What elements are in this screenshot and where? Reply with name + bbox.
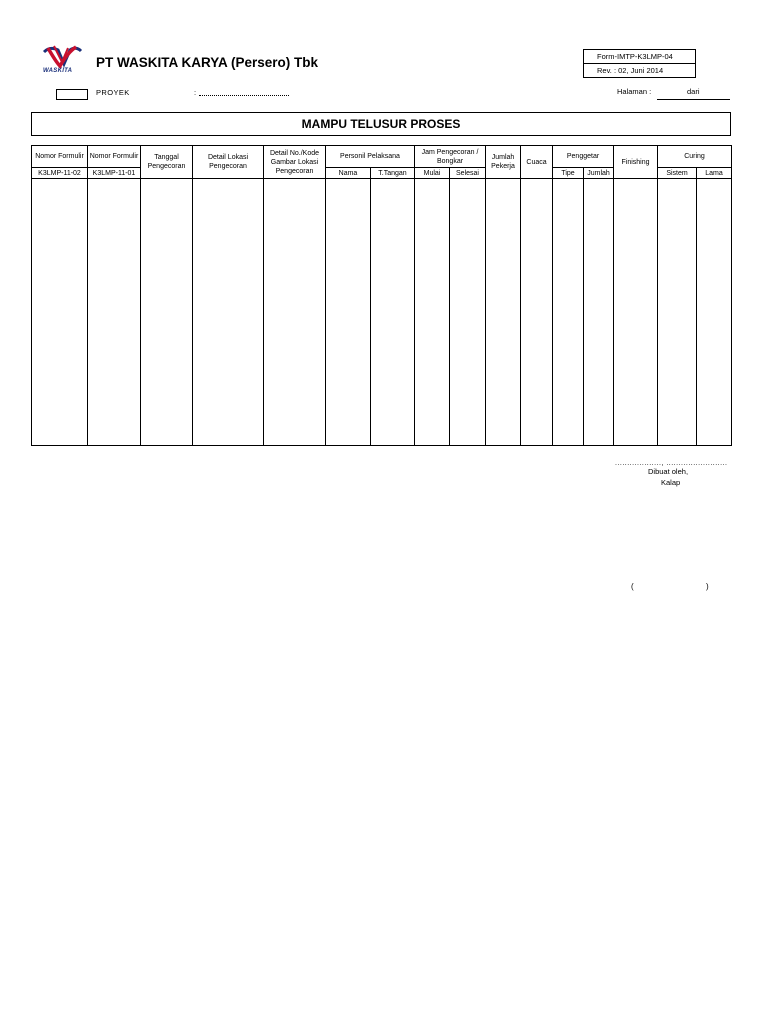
proyek-field[interactable] (199, 95, 289, 96)
signature-paren-close: ) (706, 582, 709, 591)
col-mulai: Mulai (415, 168, 450, 179)
trace-table (31, 145, 732, 446)
proyek-colon: : (194, 88, 197, 97)
col-lama: Lama (697, 168, 732, 179)
halaman-label: Halaman : (617, 87, 652, 96)
col-sistem: Sistem (658, 168, 697, 179)
col-curing: Curing (658, 146, 732, 168)
cell-ttangan[interactable] (371, 179, 415, 446)
col-nomor-formulir-2: Nomor Formulir (88, 146, 141, 168)
col-penggetar: Penggetar (553, 146, 614, 168)
table-body-row (32, 179, 732, 446)
col-nomor-formulir-1: Nomor Formulir (32, 146, 88, 168)
col-selesai: Selesai (450, 168, 486, 179)
col-jam: Jam Pengecoran / Bongkar (415, 146, 486, 168)
col-personil: Personil Pelaksana (326, 146, 415, 168)
cell-jumlah-pekerja[interactable] (486, 179, 521, 446)
cell-nama[interactable] (326, 179, 371, 446)
col-detail-no: Detail No./Kode Gambar Lokasi Pengecoran (264, 146, 326, 179)
cell-tanggal[interactable] (141, 179, 193, 446)
cell-cuaca[interactable] (521, 179, 553, 446)
cell-lama[interactable] (697, 179, 732, 446)
col-cuaca: Cuaca (521, 146, 553, 179)
cell-tipe[interactable] (553, 179, 584, 446)
proyek-label: PROYEK (96, 88, 130, 97)
signature-paren-open: ( (631, 582, 634, 591)
cell-detail-lokasi[interactable] (193, 179, 264, 446)
col-nama: Nama (326, 168, 371, 179)
header-row-1 (32, 146, 732, 168)
cell-sistem[interactable] (658, 179, 697, 446)
col-ttangan: T.Tangan (371, 168, 415, 179)
kalap-label: Kalap (661, 478, 681, 487)
col-tipe: Tipe (553, 168, 584, 179)
col-nomor-formulir-2-code: K3LMP-11-01 (88, 168, 141, 179)
proyek-checkbox[interactable] (56, 89, 88, 100)
cell-mulai[interactable] (415, 179, 450, 446)
col-jumlah: Jumlah (584, 168, 614, 179)
cell-detail-no[interactable] (264, 179, 326, 446)
form-code: Form-IMTP-K3LMP-04 (597, 52, 673, 61)
dibuat-oleh-label: Dibuat oleh, (648, 467, 689, 476)
form-revision: Rev. : 02, Juni 2014 (584, 63, 695, 77)
logo-caption: WASKITA (43, 68, 73, 74)
form-title: MAMPU TELUSUR PROSES (31, 112, 731, 136)
signature-place-date: ..................., ......................... (615, 460, 728, 467)
col-nomor-formulir-1-code: K3LMP-11-02 (32, 168, 88, 179)
cell-finishing[interactable] (614, 179, 658, 446)
company-name: PT WASKITA KARYA (Persero) Tbk (96, 55, 319, 70)
halaman-field[interactable] (657, 99, 730, 100)
col-detail-lokasi: Detail Lokasi Pengecoran (193, 146, 264, 179)
dari-label: dari (687, 87, 700, 96)
col-jumlah-pekerja: Jumlah Pekerja (486, 146, 521, 179)
col-finishing: Finishing (614, 146, 658, 179)
cell-jumlah[interactable] (584, 179, 614, 446)
cell-selesai[interactable] (450, 179, 486, 446)
cell-nomor-formulir-2[interactable] (88, 179, 141, 446)
form-info-box (583, 49, 696, 78)
col-tanggal: Tanggal Pengecoran (141, 146, 193, 179)
cell-nomor-formulir-1[interactable] (32, 179, 88, 446)
